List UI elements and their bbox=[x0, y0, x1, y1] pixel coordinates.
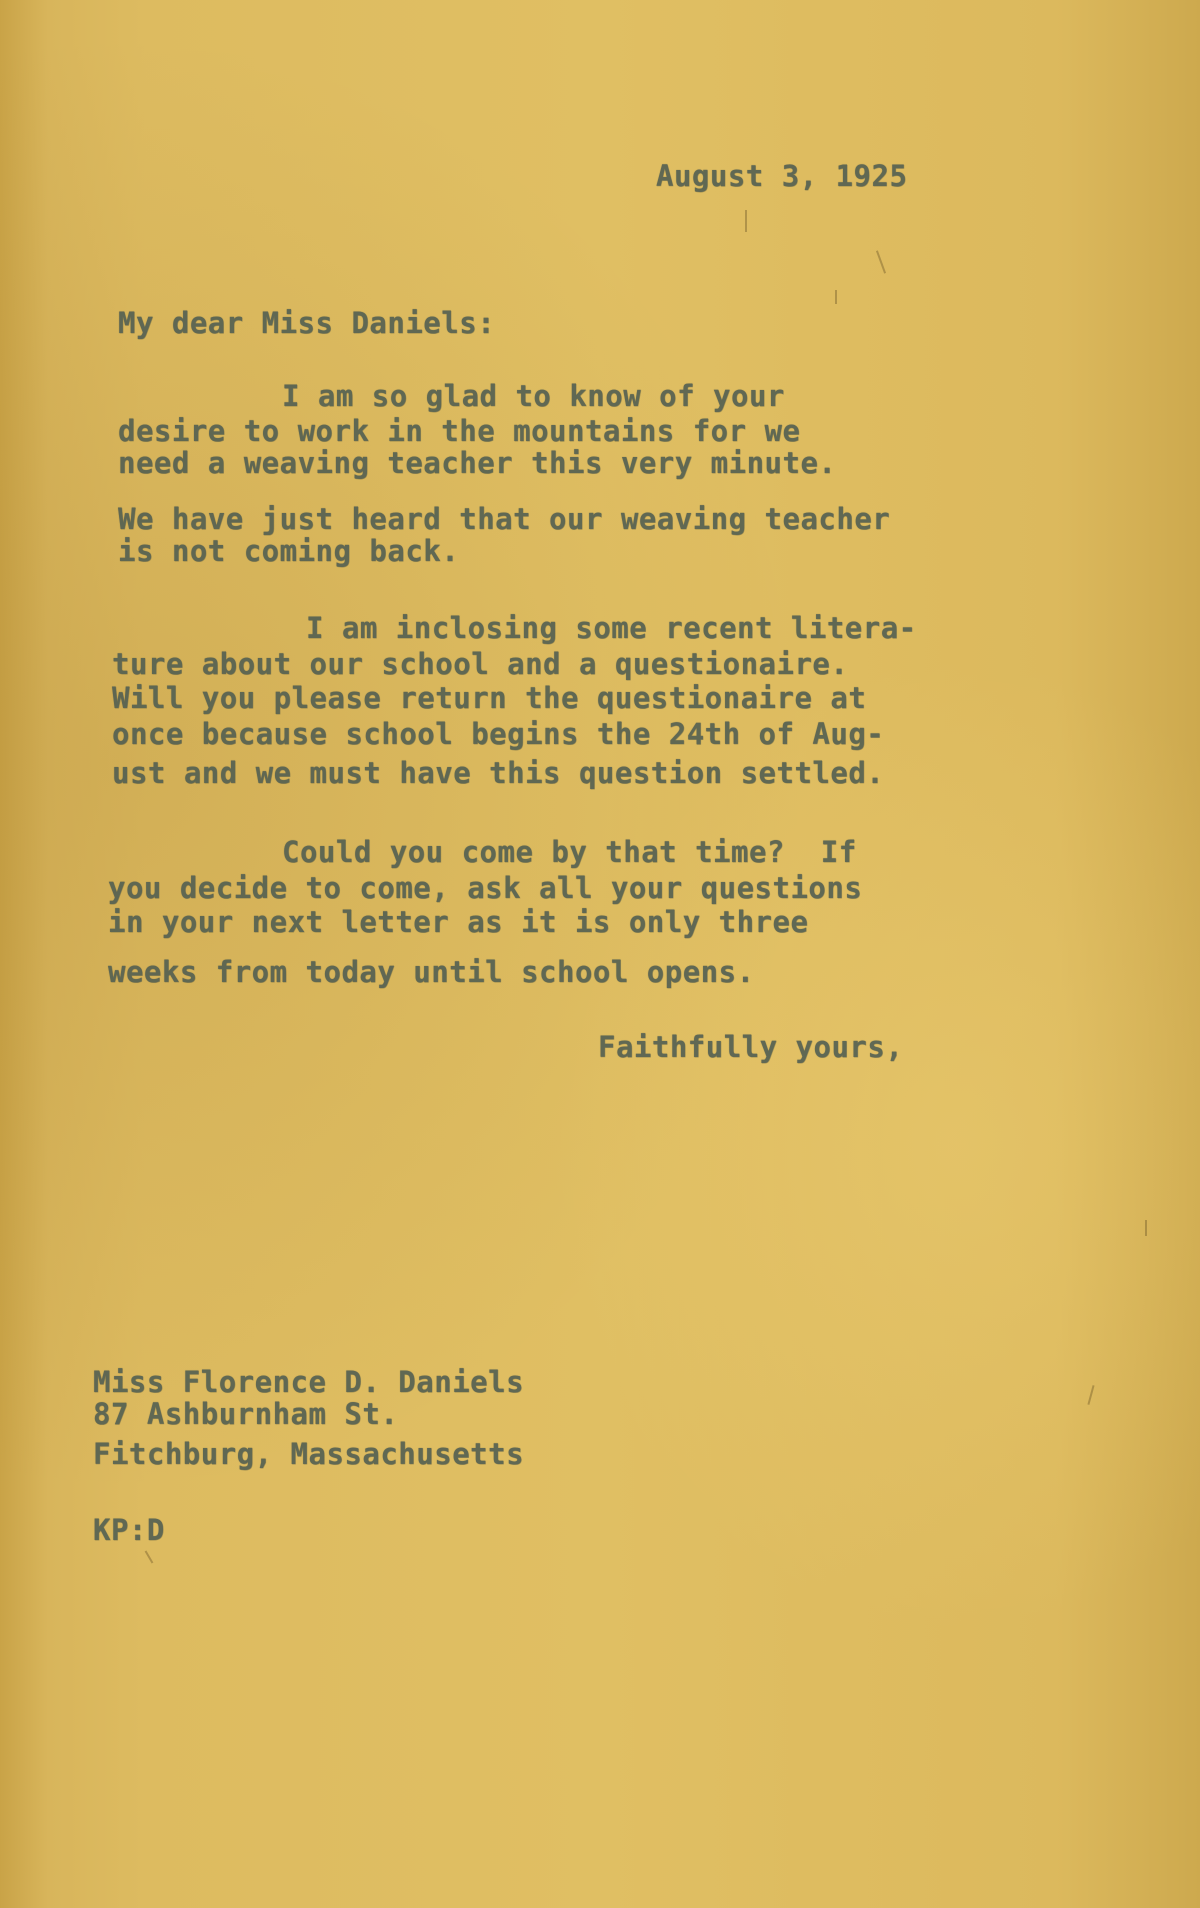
typist-initials: KP:D bbox=[93, 1513, 165, 1547]
paper-fleck bbox=[835, 290, 837, 304]
paragraph-line: you decide to come, ask all your questions bbox=[108, 871, 863, 905]
address-line-street: 87 Ashburnham St. bbox=[93, 1397, 399, 1431]
paragraph-line: once because school begins the 24th of Aug- bbox=[112, 717, 885, 751]
paragraph-line: Will you please return the questionaire at bbox=[112, 681, 867, 715]
paragraph-line: need a weaving teacher this very minute. bbox=[118, 446, 837, 480]
paper-fleck bbox=[1145, 1220, 1147, 1236]
paragraph-line: weeks from today until school opens. bbox=[108, 955, 755, 989]
paragraph-line: is not coming back. bbox=[118, 534, 460, 568]
paragraph-line: I am inclosing some recent litera- bbox=[306, 611, 917, 645]
address-line-name: Miss Florence D. Daniels bbox=[93, 1365, 525, 1399]
paper-fleck bbox=[1087, 1385, 1094, 1405]
closing: Faithfully yours, bbox=[598, 1030, 904, 1064]
address-line-city: Fitchburg, Massachusetts bbox=[93, 1437, 525, 1471]
paper-fleck bbox=[876, 250, 886, 273]
paragraph-line: Could you come by that time? If bbox=[282, 835, 857, 869]
paragraph-line: ture about our school and a questionaire. bbox=[112, 647, 849, 681]
paragraph-line: ust and we must have this question settled. bbox=[112, 756, 885, 790]
salutation: My dear Miss Daniels: bbox=[118, 306, 496, 340]
paragraph-line: in your next letter as it is only three bbox=[108, 905, 809, 939]
paper-fleck bbox=[145, 1550, 154, 1563]
letter-date: August 3, 1925 bbox=[656, 159, 908, 193]
paragraph-line: I am so glad to know of your bbox=[282, 379, 785, 413]
paper-fleck bbox=[745, 210, 747, 232]
paragraph-line: desire to work in the mountains for we bbox=[118, 414, 801, 448]
paragraph-line: We have just heard that our weaving teacher bbox=[118, 502, 891, 536]
